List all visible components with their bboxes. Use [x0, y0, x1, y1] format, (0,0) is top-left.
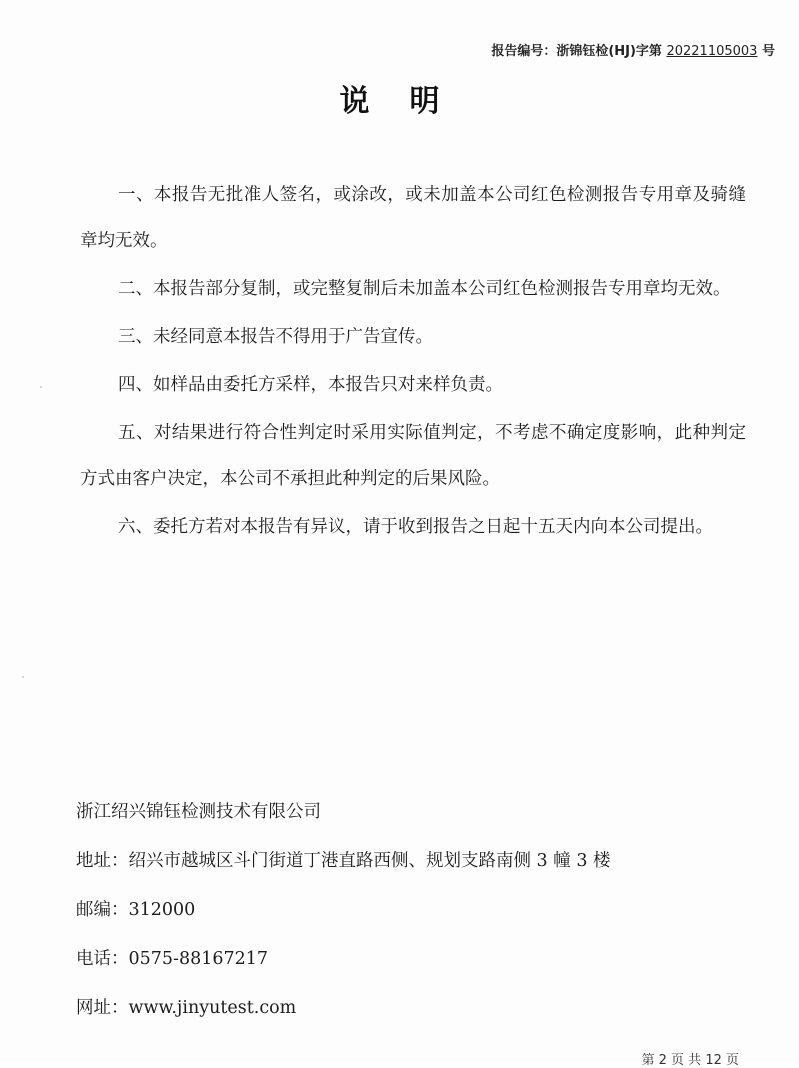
note-item-3: 三、未经同意本报告不得用于广告宣传。 — [118, 327, 433, 347]
report-number-suffix: 号 — [761, 44, 775, 59]
report-number — [491, 40, 775, 59]
notes-list — [80, 172, 746, 552]
note-item-5: 五、对结果进行符合性判定时采用实际值判定，不考虑不确定度影响，此种判定方式由客户决定，本公司不承担此种判定的后果风险。 — [80, 423, 746, 489]
company-phone: 电话：0575-88167217 — [76, 949, 269, 969]
company-name: 浙江绍兴锦钰检测技术有限公司 — [76, 802, 321, 822]
scan-speck — [22, 676, 24, 678]
page-footer: 第 2 页 共 12 页 — [641, 1053, 739, 1068]
note-item-6: 六、委托方若对本报告有异议，请于收到报告之日起十五天内向本公司提出。 — [118, 517, 713, 537]
company-website: 网址：www.jinyutest.com — [76, 998, 297, 1018]
note-item-4: 四、如样品由委托方采样，本报告只对来样负责。 — [118, 375, 503, 395]
contact-block — [76, 788, 756, 1033]
note-item-2: 二、本报告部分复制，或完整复制后未加盖本公司红色检测报告专用章均无效。 — [118, 279, 731, 299]
note-item-1: 一、本报告无批准人签名，或涂改，或未加盖本公司红色检测报告专用章及骑缝章均无效。 — [80, 185, 746, 251]
report-number-value: 20221105003 — [666, 44, 758, 59]
page-title: 说明 — [339, 84, 480, 119]
scan-speck — [40, 386, 42, 388]
company-address: 地址：绍兴市越城区斗门街道丁港直路西侧、规划支路南侧 3 幢 3 楼 — [76, 851, 611, 871]
company-postcode: 邮编：312000 — [76, 900, 196, 920]
report-number-label: 报告编号：浙锦钰检(HJ)字第 — [491, 44, 662, 59]
